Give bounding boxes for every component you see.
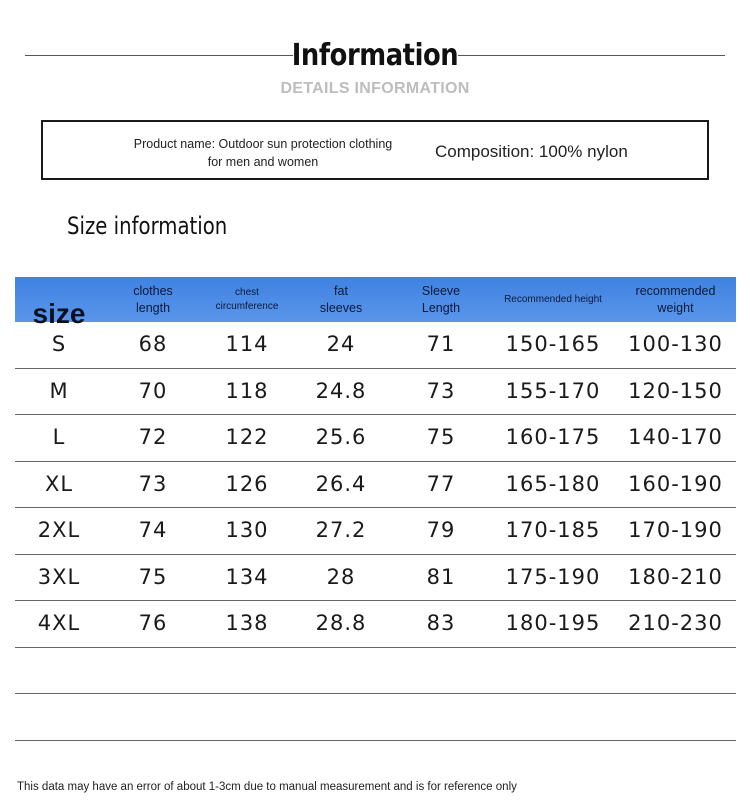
product-info-box xyxy=(41,120,709,180)
table-cell: 140-170 xyxy=(628,425,723,449)
table-cell: 3XL xyxy=(37,564,81,589)
table-row xyxy=(15,415,736,462)
table-cell: 74 xyxy=(138,518,168,542)
table-row xyxy=(15,462,736,509)
table-cell: 180-195 xyxy=(505,611,601,635)
table-cell: 28 xyxy=(326,564,356,589)
table-cell: XL xyxy=(44,471,74,496)
table-row xyxy=(15,555,736,602)
table-cell: 160-190 xyxy=(628,471,723,496)
table-cell: 79 xyxy=(426,518,456,542)
table-cell: 81 xyxy=(426,564,456,589)
header-clothes-length: clothes length xyxy=(133,283,173,315)
table-cell: 24.8 xyxy=(315,378,367,403)
table-cell: 4XL xyxy=(37,611,81,635)
table-row xyxy=(15,694,736,741)
table-cell: 114 xyxy=(225,332,269,356)
table-cell: 25.6 xyxy=(315,425,367,449)
page-subtitle: DETAILS INFORMATION xyxy=(280,80,470,97)
table-cell: 75 xyxy=(426,425,456,449)
table-cell: 122 xyxy=(225,425,269,449)
table-row xyxy=(15,648,736,695)
table-cell: 180-210 xyxy=(628,564,723,589)
table-cell: 100-130 xyxy=(628,332,723,356)
table-cell: M xyxy=(49,378,69,403)
table-row xyxy=(15,508,736,555)
table-cell: 126 xyxy=(225,471,269,496)
table-cell: L xyxy=(52,425,66,449)
table-cell: 28.8 xyxy=(315,611,367,635)
table-cell: 2XL xyxy=(37,518,81,542)
header-chest-circumference: chest circumference xyxy=(215,286,279,312)
table-row xyxy=(15,322,736,369)
table-cell: 70 xyxy=(138,378,168,403)
table-cell: S xyxy=(51,332,67,356)
header-sleeve-length: Sleeve Length xyxy=(421,283,461,315)
section-title: Size information xyxy=(67,212,228,240)
table-cell: 210-230 xyxy=(628,611,723,635)
table-cell: 160-175 xyxy=(505,425,601,449)
header-fat-sleeves: fat sleeves xyxy=(319,283,363,315)
product-name: Product name: Outdoor sun protection clothing for men and women xyxy=(133,137,393,169)
table-cell: 75 xyxy=(138,564,168,589)
table-cell: 26.4 xyxy=(315,471,367,496)
table-cell: 76 xyxy=(138,611,168,635)
footnote: This data may have an error of about 1-3cm due to manual measurement and is for reference only xyxy=(17,781,517,793)
header-size: size xyxy=(32,298,86,329)
table-cell: 150-165 xyxy=(505,332,601,356)
table-cell: 73 xyxy=(426,378,456,403)
table-cell: 120-150 xyxy=(628,378,723,403)
table-cell: 170-185 xyxy=(505,518,601,542)
table-cell: 73 xyxy=(138,471,168,496)
table-header xyxy=(15,277,736,329)
table-body xyxy=(15,322,736,741)
table-cell: 72 xyxy=(138,425,168,449)
table-cell: 175-190 xyxy=(505,564,601,589)
table-cell: 77 xyxy=(426,471,456,496)
header-recommended-height: Recommended height xyxy=(504,293,602,305)
table-cell: 165-180 xyxy=(505,471,601,496)
table-cell: 71 xyxy=(426,332,456,356)
table-row xyxy=(15,601,736,648)
table-cell: 83 xyxy=(426,611,456,635)
size-table xyxy=(15,277,736,741)
table-cell: 134 xyxy=(225,564,269,589)
table-cell: 118 xyxy=(225,378,269,403)
page-title: Information xyxy=(291,38,459,73)
table-cell: 170-190 xyxy=(628,518,723,542)
table-cell: 27.2 xyxy=(315,518,367,542)
table-row xyxy=(15,369,736,416)
composition: Composition: 100% nylon xyxy=(435,142,628,161)
table-cell: 130 xyxy=(225,518,269,542)
table-cell: 68 xyxy=(138,332,168,356)
table-cell: 155-170 xyxy=(505,378,601,403)
header-recommended-weight: recommended weight xyxy=(635,283,716,315)
table-cell: 24 xyxy=(326,332,356,356)
table-cell: 138 xyxy=(225,611,269,635)
